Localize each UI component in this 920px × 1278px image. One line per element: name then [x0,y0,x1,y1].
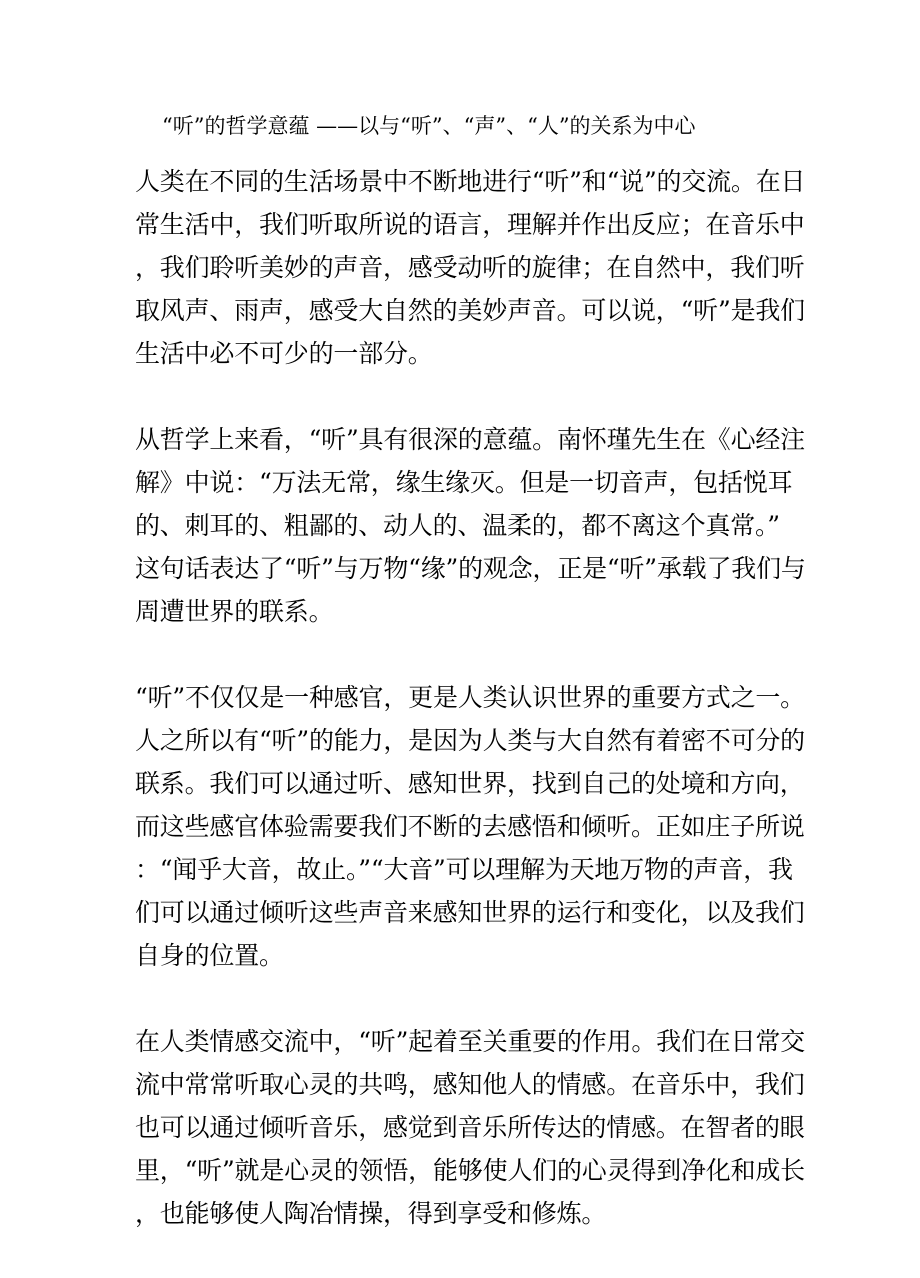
text-line: “听”不仅仅是一种感官，更是人类认识世界的重要方式之一。 [135,683,805,712]
text-line: 人类在不同的生活场景中不断地进行“听”和“说”的交流。在日 [135,167,806,196]
text-line: 解》中说：“万法无常，缘生缘灭。但是一切音声，包括悦耳 [135,468,793,497]
text-line: 这句话表达了“听”与万物“缘”的观念，正是“听”承载了我们与 [135,554,806,583]
document-body [135,160,806,1278]
text-line: 从哲学上来看，“听”具有很深的意蕴。南怀瑾先生在《心经注 [135,425,805,454]
text-line: 常生活中，我们听取所说的语言，理解并作出反应；在音乐中 [135,210,805,239]
text-line: 联系。我们可以通过听、感知世界，找到自己的处境和方向， [135,769,805,798]
paragraph-1 [135,160,806,375]
paragraph-2 [135,418,806,633]
text-line: 流中常常听取心灵的共鸣，感知他人的情感。在音乐中，我们 [135,1070,805,1099]
text-line: 而这些感官体验需要我们不断的去感悟和倾听。正如庄子所说 [135,812,805,841]
text-line: 取风声、雨声，感受大自然的美妙声音。可以说，“听”是我们 [135,296,805,325]
paragraph-4 [135,1020,805,1235]
text-line: 生活中必不可少的一部分。 [135,339,433,368]
paragraph-3 [135,676,805,977]
text-line: ，我们聆听美妙的声音，感受动听的旋律；在自然中，我们听 [135,253,805,282]
text-line: 们可以通过倾听这些声音来感知世界的运行和变化，以及我们 [135,898,805,927]
text-line: 人之所以有“听”的能力，是因为人类与大自然有着密不可分的 [135,726,805,755]
text-line: 也可以通过倾听音乐，感觉到音乐所传达的情感。在智者的眼 [135,1113,805,1142]
document-title: “听”的哲学意蕴 ——以与“听”、“声”、“人”的关系为中心 [162,114,696,138]
text-line: 的、刺耳的、粗鄙的、动人的、温柔的，都不离这个真常。” [135,511,780,540]
text-line: ：“闻乎大音，故止。”“大音”可以理解为天地万物的声音，我 [135,855,793,884]
text-line: 在人类情感交流中，“听”起着至关重要的作用。我们在日常交 [135,1027,805,1056]
text-line: 自身的位置。 [135,941,284,970]
text-line: ，也能够使人陶冶情操，得到享受和修炼。 [135,1199,607,1228]
text-line: 周遭世界的联系。 [135,597,334,626]
text-line: 里，“听”就是心灵的领悟，能够使人们的心灵得到净化和成长 [135,1156,805,1185]
